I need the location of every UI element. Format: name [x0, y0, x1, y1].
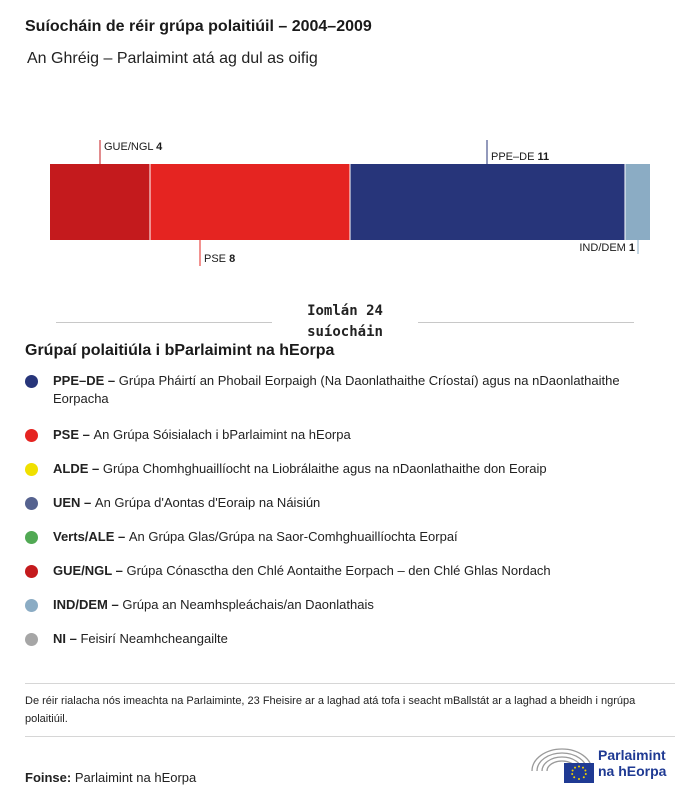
legend-description: Grúpa Pháirtí an Phobail Eorpaigh (Na Daonlathaithe Críostaí) agus na nDaonlathaithe Eorpacha [53, 373, 620, 406]
legend-item [25, 596, 665, 614]
legend-swatch [25, 565, 38, 578]
legend-swatch [25, 463, 38, 476]
data-label [491, 151, 549, 163]
legend-title: Grúpaí polaitiúla i bParlaimint na hEorpa [25, 342, 335, 359]
legend-code: PSE – [53, 427, 94, 442]
total-seats-label: Iomlán 24 suíocháin [307, 303, 383, 340]
legend-description: An Grúpa d'Aontas d'Eoraip na Náisiún [94, 495, 321, 510]
legend-swatch [25, 531, 38, 544]
chart-title: Suíocháin de réir grúpa polaitiúil – 2004–2009 [25, 18, 372, 35]
legend-item [25, 562, 665, 580]
legend [25, 372, 665, 664]
data-label [579, 242, 635, 254]
legend-item [25, 494, 665, 512]
legend-description: Grúpa Cónasctha den Chlé Aontaithe Eorpach – den Chlé Ghlas Nordach [126, 563, 551, 578]
stacked-bar-chart [0, 120, 700, 280]
legend-code: PPE–DE – [53, 373, 119, 388]
legend-code: UEN – [53, 495, 95, 510]
footnote: De réir rialacha nós imeachta na Parlaiminte, 23 Fheisire ar a laghad atá tofa i seacht mBallstát ar a laghad a bheidh i ngrúpa polaitiúil. [25, 695, 636, 725]
legend-item [25, 372, 665, 408]
bar-segment-ppe-de [350, 164, 625, 240]
legend-swatch [25, 375, 38, 388]
european-parliament-logo [530, 745, 680, 787]
legend-description: Grúpa Chomhghuaillíocht na Liobrálaithe agus na nDaonlathaithe don Eoraip [102, 461, 547, 476]
data-label-category: PSE [204, 253, 230, 265]
total-rule-right [418, 322, 634, 323]
legend-description: An Grúpa Sóisialach i bParlaimint na hEorpa [93, 427, 351, 442]
bar-segment-pse [150, 164, 350, 240]
source-label: Foinse: [25, 770, 72, 785]
legend-item [25, 426, 665, 444]
source-text: Parlaimint na hEorpa [74, 770, 197, 785]
data-label-category: PPE–DE [491, 151, 538, 163]
logo-text [598, 747, 666, 779]
logo-line1: Parlaimint [598, 747, 666, 763]
data-label [204, 253, 235, 265]
legend-code: GUE/NGL – [53, 563, 127, 578]
legend-code: NI – [53, 631, 81, 646]
legend-swatch [25, 497, 38, 510]
legend-swatch [25, 599, 38, 612]
legend-code: ALDE – [53, 461, 103, 476]
parliament-hemicycle-icon [530, 745, 596, 787]
legend-item [25, 528, 665, 546]
chart-subtitle: An Ghréig – Parlaimint atá ag dul as oifig [27, 50, 318, 67]
data-label-value: 11 [537, 151, 550, 163]
legend-swatch [25, 429, 38, 442]
data-label-category: IND/DEM [579, 242, 629, 254]
logo-line2: na hEorpa [598, 763, 667, 779]
data-label-value: 4 [156, 141, 163, 153]
legend-description: Feisirí Neamhcheangailte [80, 631, 228, 646]
legend-item [25, 630, 665, 648]
legend-code: IND/DEM – [53, 597, 123, 612]
source [25, 770, 196, 785]
divider-top [25, 683, 675, 684]
divider-bottom [25, 736, 675, 737]
legend-description: Grúpa an Neamhspleáchais/an Daonlathais [122, 597, 374, 612]
legend-code: Verts/ALE – [53, 529, 129, 544]
data-label-value: 8 [229, 253, 236, 265]
legend-item [25, 460, 665, 478]
bar-segment-gue-ngl [50, 164, 150, 240]
legend-description: An Grúpa Glas/Grúpa na Saor-Comhghuaillíochta Eorpaí [128, 529, 458, 544]
legend-swatch [25, 633, 38, 646]
data-label-category: GUE/NGL [104, 141, 157, 153]
bar-segment-ind-dem [625, 164, 650, 240]
total-rule-left [56, 322, 272, 323]
data-label [104, 141, 163, 153]
data-label-value: 1 [628, 242, 635, 254]
